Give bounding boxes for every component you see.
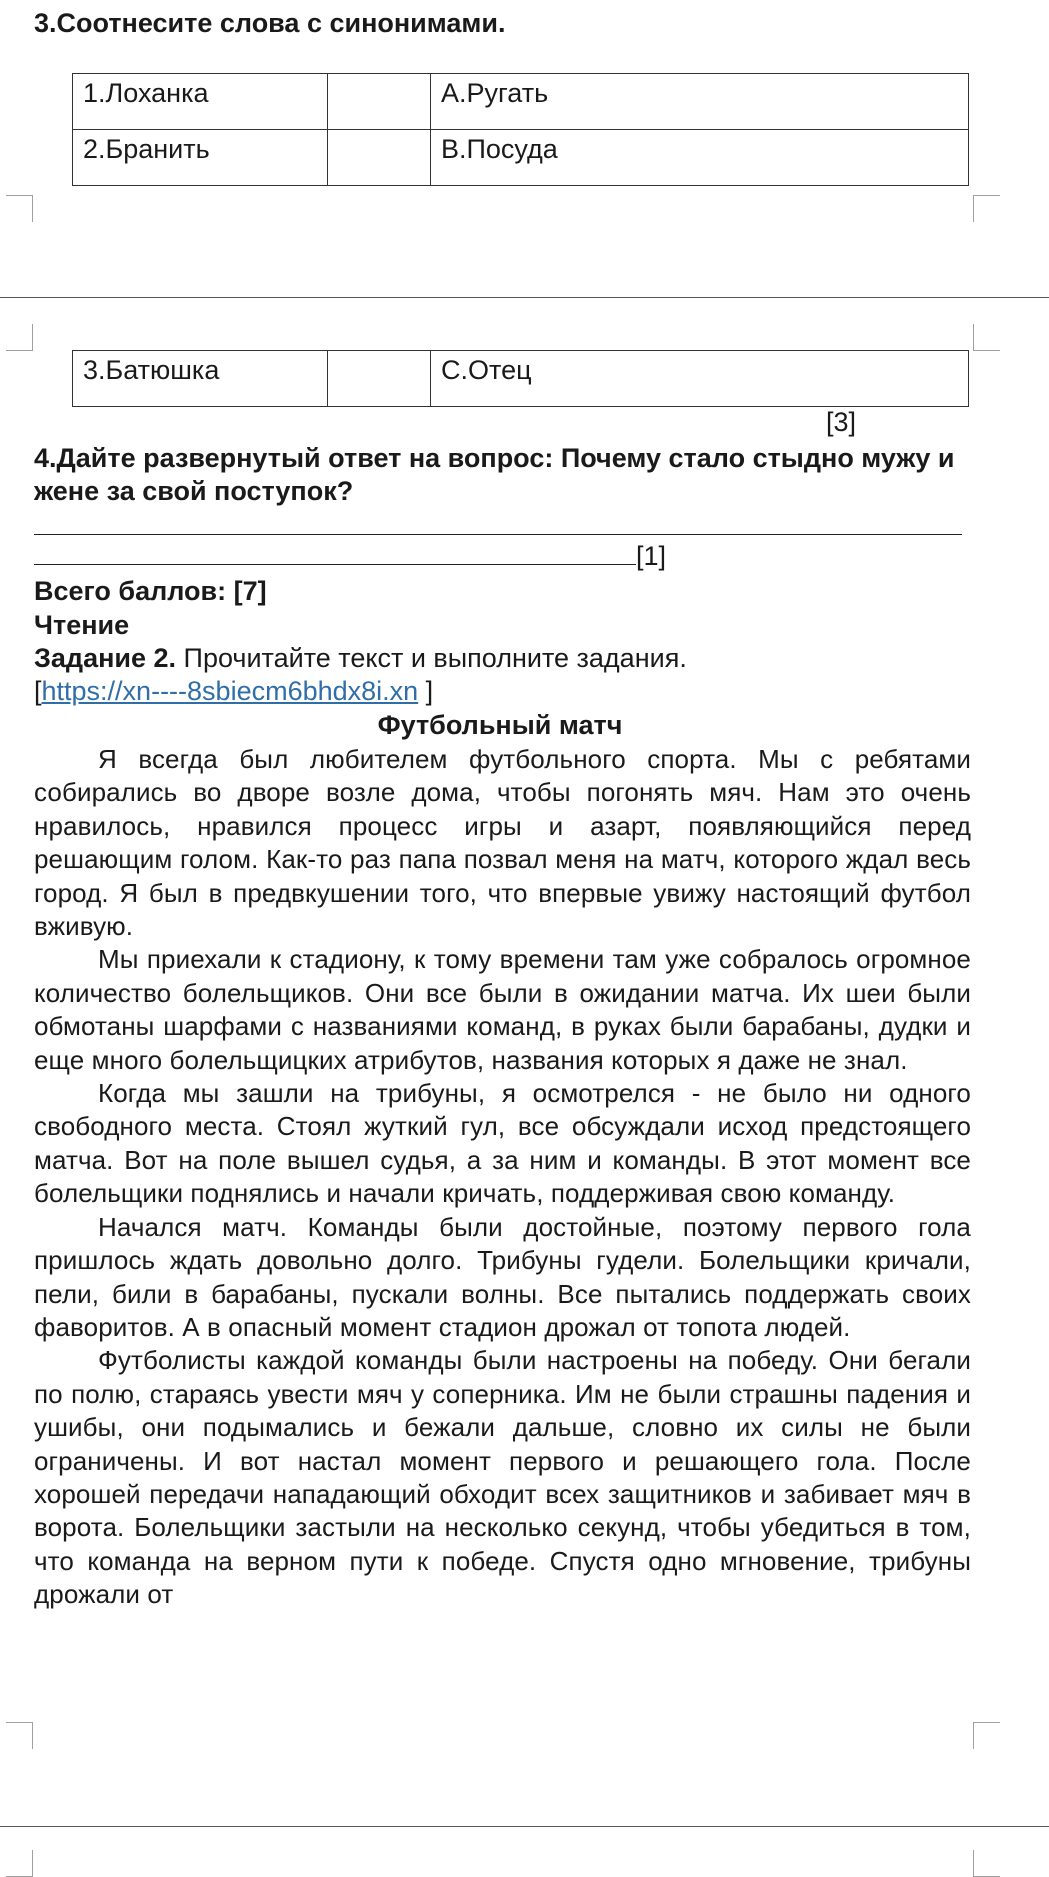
- page-break-line: [0, 1826, 1049, 1827]
- bracket-close: ]: [418, 676, 434, 706]
- answer-line-with-score: [34, 540, 666, 572]
- task-instruction: [34, 641, 687, 675]
- source-link[interactable]: https://xn----8sbiecm6bhdx8i.xn: [41, 676, 419, 706]
- page-corner-mark: [973, 324, 1000, 351]
- synonym-table-part2: [72, 350, 969, 407]
- total-score: Всего баллов: [7]: [34, 576, 267, 606]
- table-row: [73, 351, 969, 407]
- page-corner-mark: [973, 195, 1000, 222]
- story-title: Футбольный матч: [377, 710, 623, 740]
- page-corner-mark: [6, 324, 33, 351]
- question-3-score: [3]: [826, 407, 857, 437]
- synonym-table-part1: [72, 73, 969, 186]
- question-3-heading: 3.Соотнесите слова с синонимами.: [34, 8, 506, 38]
- answer-line[interactable]: [34, 540, 636, 565]
- page-corner-mark: [6, 195, 33, 222]
- story-paragraph: Футболисты каждой команды были настроены на победу. Они бегали по полю, стараясь увести мяч у соперника. Им не были страшны падения и ушибы, они подымались и бежали дальше, словно их силы не были ограничены. И вот настал момент первого и решающего гола. После хорошей передачи нападающий обходит всех защитников и забивает мяч в ворота. Болельщики застыли на несколько секунд, чтобы убедиться в том, что команда на верном пути к победе. Спустя одно мгновение, трибуны дрожали от: [34, 1345, 971, 1610]
- story-paragraph: Я всегда был любителем футбольного спорта. Мы с ребятами собирались во дворе возле дома, чтобы погонять мяч. Нам это очень нравилось, нравился процесс игры и азарт, появляющийся перед решающим голом. Как-то раз папа позвал меня на матч, которого ждал весь город. Я был в предвкушении того, что впервые увижу настоящий футбол вживую.: [34, 744, 971, 942]
- page-corner-mark: [6, 1722, 33, 1749]
- answer-cell[interactable]: [328, 74, 431, 130]
- answer-line[interactable]: [34, 534, 962, 535]
- source-reference: [34, 674, 433, 708]
- table-row: [73, 130, 969, 186]
- word-cell: 3.Батюшка: [73, 351, 328, 407]
- bracket-open: [: [34, 676, 42, 706]
- question-4-text: 4.Дайте развернутый ответ на вопрос: Почему стало стыдно мужу и жене за свой поступок?: [34, 443, 955, 506]
- answer-cell[interactable]: [328, 351, 431, 407]
- task-text: Прочитайте текст и выполните задания.: [176, 643, 687, 673]
- task-label: Задание 2.: [34, 643, 177, 673]
- synonym-cell: С.Отец: [431, 351, 969, 407]
- word-cell: 1.Лоханка: [73, 74, 328, 130]
- section-title: Чтение: [34, 610, 130, 640]
- answer-cell[interactable]: [328, 130, 431, 186]
- synonym-cell: В.Посуда: [431, 130, 969, 186]
- table-row: [73, 74, 969, 130]
- page-corner-mark: [973, 1722, 1000, 1749]
- page-break-line: [0, 297, 1049, 298]
- page-corner-mark: [973, 1850, 1000, 1877]
- word-cell: 2.Бранить: [73, 130, 328, 186]
- story-paragraph: Мы приехали к стадиону, к тому времени там уже собралось огромное количество болельщиков. Они все были в ожидании матча. Их шеи были обмотаны шарфами с названиями команд, в руках были барабаны, дудки и еще много болельщицких атрибутов, названия которых я даже не знал.: [34, 944, 971, 1075]
- story-paragraph: Когда мы зашли на трибуны, я осмотрелся - не было ни одного свободного места. Стоял жуткий гул, все обсуждали исход предстоящего матча. Вот на поле вышел судья, а за ним и команды. В этот момент все болельщики поднялись и начали кричать, поддерживая свою команду.: [34, 1078, 971, 1209]
- synonym-cell: А.Ругать: [431, 74, 969, 130]
- story-paragraph: Начался матч. Команды были достойные, поэтому первого гола пришлось ждать довольно долго. Трибуны гудели. Болельщики кричали, пели, били в барабаны, пускали волны. Все пытались поддержать своих фаворитов. А в опасный момент стадион дрожал от топота людей.: [34, 1211, 971, 1342]
- story-text: [34, 743, 971, 1612]
- question-4-score: [1]: [636, 541, 667, 571]
- page-corner-mark: [6, 1850, 33, 1877]
